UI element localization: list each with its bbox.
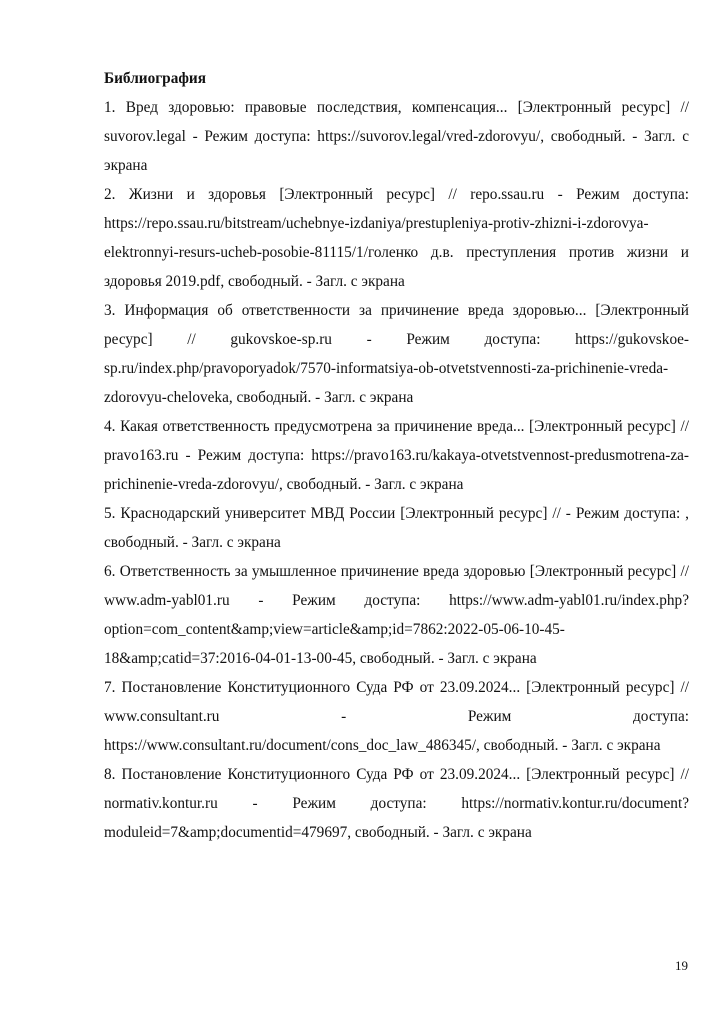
- bibliography-entry-3: 3. Информация об ответственности за причинение вреда здоровью... [Электронный ресурс] // gukovskoe-sp.ru - Режим доступа: https://gukovskoe-sp.ru/index.php/pravoporyadok/7570-informatsiya-ob-otvetstvennosti-za-prichinenie-vreda-zdorovyu-cheloveka, свободный. - Загл. с экрана: [104, 302, 689, 406]
- bibliography-entry-2: 2. Жизни и здоровья [Электронный ресурс] // repo.ssau.ru - Режим доступа: https://repo.ssau.ru/bitstream/uchebnye-izdaniya/prestupleniya-protiv-zhizni-i-zdorovya-elektronnyi-resurs-ucheb-posobie-81115/1/голенко д.в. преступления против жизни и здоровья 2019.pdf, свободный. - Загл. с экрана: [104, 186, 689, 290]
- bibliography-section: [104, 64, 689, 847]
- bibliography-entry-4: 4. Какая ответственность предусмотрена за причинение вреда... [Электронный ресурс] // pravo163.ru - Режим доступа: https://pravo163.ru/kakaya-otvetstvennost-predusmotrena-za-prichinenie-vreda-zdorovyu/, свободный. - Загл. с экрана: [104, 418, 689, 493]
- bibliography-list: [104, 93, 689, 847]
- bibliography-entry-1: 1. Вред здоровью: правовые последствия, компенсация... [Электронный ресурс] // suvorov.legal - Режим доступа: https://suvorov.legal/vred-zdorovyu/, свободный. - Загл. с экрана: [104, 99, 689, 174]
- bibliography-entry-8: 8. Постановление Конституционного Суда РФ от 23.09.2024... [Электронный ресурс] // normativ.kontur.ru - Режим доступа: https://normativ.kontur.ru/document?moduleid=7&amp;documentid=479697, свободный. - Загл. с экрана: [104, 766, 689, 841]
- bibliography-entry-5: 5. Краснодарский университет МВД России [Электронный ресурс] // - Режим доступа: , свободный. - Загл. с экрана: [104, 505, 689, 551]
- page-number: 19: [675, 958, 688, 973]
- bibliography-entry-7: 7. Постановление Конституционного Суда РФ от 23.09.2024... [Электронный ресурс] // www.consultant.ru - Режим доступа: https://www.consultant.ru/document/cons_doc_law_486345/, свободный. - Загл. с экрана: [104, 679, 689, 754]
- bibliography-heading: Библиография: [104, 70, 207, 87]
- bibliography-entry-6: 6. Ответственность за умышленное причинение вреда здоровью [Электронный ресурс] // www.adm-yabl01.ru - Режим доступа: https://www.adm-yabl01.ru/index.php?option=com_content&amp;view=article&amp;id=7862:2022-05-06-10-45-18&amp;catid=37:2016-04-01-13-00-45, свободный. - Загл. с экрана: [104, 563, 689, 667]
